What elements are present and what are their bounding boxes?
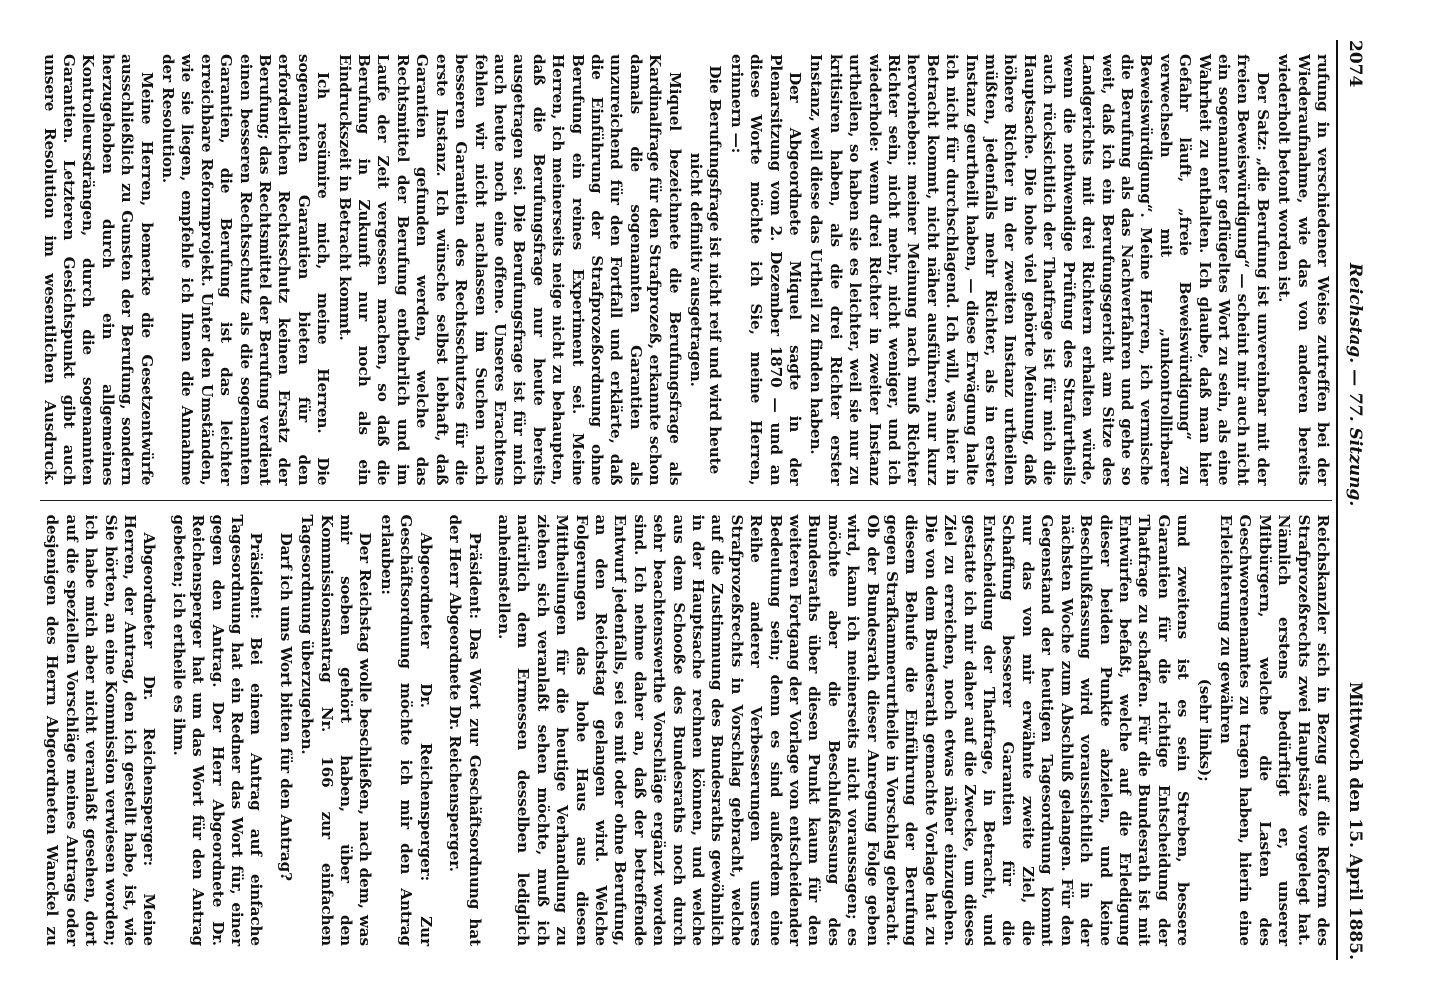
running-title: Reichstag. — 77. Sitzung. (1345, 262, 1365, 507)
paragraph: Meine Herren, bemerke die Gesetzentwürfe ausschließlich zu Gunsten der Berufung, sondern herzugehoben durch ein allgemeines Kontrolleursdrängen, durch die sogenannten Garantien. Letzteren Gesichtspunkt gibt auch unsere Resolution im wesentlichen Ausdruck. (40, 54, 156, 486)
paragraph: Der Satz: „die Berufung ist unvereinbar mit der freien Beweiswürdigung“ — scheint mir auch nicht ein sogenannter geflügeltes Wort zu sein, als eine Wahrheit zu enthalten. Ich glaube, daß man hier Gefahr läuft, „freie Beweiswürdigung“ zu verwechseln mit „unkontrollirbarer Beweiswürdigung“. Meine Herren, ich vermische die Berufung als das Nachverfahren und gehe so weit, daß ich ein Berufungsgericht am Sitze des Landgerichts mit drei Richtern erhalten würde, wenn die nothwendige Prüfung des Strafurtheils auch rücksichtlich der Thatfrage ist für mich die Hauptsache. Die hohe viel gehörte Meinung, daß höhere Richter in der zweiten Instanz urtheilen müßten, jedenfalls mehr Richter, als in erster Instanz geurtheilt haben, — diese Erwägung halte ich nicht für durchschlagend. Ich will, was hier in Betracht kommt, nicht näher ausführen; nur kurz hervorheben: meiner Meinung nach muß Richter Richter sein, nicht mehr, nicht weniger, und ich wiederhole: wenn drei Richter in zweiter Instanz urtheilen, so haben sie es leichter, weil sie nur zu kritisiren haben, als die drei Richter erster Instanz, weil diese das Urtheil zu finden haben. (807, 54, 1272, 486)
page-header (1336, 40, 1368, 960)
paragraph: rufung in verschiedener Weise zutreffen bei der Wiederaufnahme, wie das von anderen bereits wiederholt betont worden ist. (1275, 54, 1332, 486)
spacer (435, 515, 443, 947)
spacer (158, 515, 166, 947)
speaker-paragraph: Präsident: Bei einem Antrag auf einfache Tagesordnung hat ein Redner das Wort für, einer gegen den Antrag. Der Herr Abgeordnete Dr. Reichensperger hat um das Wort für den Antrag gebeten; ich ertheile es ihm. (169, 514, 266, 946)
speaker-paragraph: Abgeordneter Dr. Reichensperger: Meine Herren, der Antrag, den ich gestellt habe, ist, wie Sie hörten, an eine Kommission verwiesen worden; ich habe mich aber nicht veranlaßt gesehen, dort auf die speziellen Vorschläge meines Antrags oder desjenigen des Herrn Abgeordneten Wanckel zu beziehen, nachdem der Herr Staatssekretär (40, 514, 159, 946)
paragraph: Ich resümire mich, meine Herren. Die sogenannten Garantien bieten für den erforderlichen Rechtsschutz keinen Ersatz der Berufung; das Rechtsmittel der Berufung verdient einen besseren Rechtsschutz als die sogenannten Garantien, die Berufung ist das leichter erreichbare Reformprojekt. Unter den Umständen, wie sie liegen, empfehle ich Ihnen die Annahme der Resolution. (159, 54, 333, 486)
paragraph: Reichskanzler sich in Bezug auf die Reform des Strafprozeßrechts zwei Hauptsätze vorgelegt hat. Nämlich erstens bedürftigt er, unserer Mitbürgern, welche die Lasten des Geschworenenamtes zu tragen haben, hierin eine Erleichterung zu gewähren (1216, 514, 1332, 946)
interjection: (sehr links); (1195, 678, 1214, 782)
page-number: 2074 (1345, 40, 1365, 88)
right-column (40, 500, 1332, 961)
quotation: Die Berufungsfrage ist nicht reif und wird heute nicht definitiv ausgetragen. (687, 65, 725, 475)
paragraph: Miquel bezeichnete die Berufungsfrage als Kardinalfrage für den Strafprozeß, erkannte schon damals die sogenannten Garantien als unzureichend für den Fortfall und erklärte, daß die Einführung der Strafprozeßordnung ohne Berufung ein reines Experiment sei. Meine Herren, ich meinerseits neige nicht zu behaupten, daß die Berufungsfrage nur heute bereits ausgetragen sei. Die Berufungsfrage ist für mich auch heute noch eine offene. Unseres Erachtens fehlen wir nicht nachlassen im Suchen nach besseren Garantien des Rechtsschutzes für die erste Instanz. Ich wünsche selbst lebhaft, daß Garantien gefunden werden, welche das Rechtsmittel der Berufung entbehrlich und im Laufe der Zeit vergessen machen, so daß die Berufung in Zukunft nur noch als ein Eindruckszeit in Betracht kommt. (335, 54, 684, 486)
paragraph: und zweitens ist es sein Streben, bessere Garantien für die richtige Entscheidung der Thatfrage zu schaffen. Für die Bundesrath ist mit Entwürfen befaßt, welche auf die Erledigung dieser beiden Punkte abzielen, und keine Beschlußfassung wird voraussichtlich in der nächsten Woche zum Abschluß gelangen. Für den Gegenstand der heutigen Tagesordnung kommt nur das von mir erwähnte zweite Ziel, die Schaffung besserer Garantien für die Entscheidung der Thatfrage, in Betracht, und gestatte ich mir daher auf die Zwecke, um dieses Ziel zu erreichen, noch etwas näher einzugehen. Die von dem Bundesrath gemachte Vorlage hat zu diesem Behufe die Einführung der Berufung gegen Strafkammerurtheile in Vorschlag gebracht. Ob der Bundesrath dieser Anregung Folge geben wird, kann ich meinerseits nicht voraussagen; es möchte aber die Beschlußfassung des Bundesraths über diesen Punkt kaum für den weiteren Fortgang der Vorlage von entscheidender Bedeutung sein; denn es sind außerdem eine Reihe anderer Verbesserungen unseres Strafprozeßrechts in Vorschlag gebracht, welche auf die Zustimmung des Bundesraths gewöhnlich in der Hauptsache rechnen können, und welche aus dem Schooße des Bundesraths noch durch sehr beachtenswerthe Vorschläge ergänzt worden sind. Ich nehme daher an, daß der betreffende Entwurf jedenfalls, sei es mit oder ohne Berufung, an den Reichstag gelangen wird. Welche Folgerungen das hohe Haus aus diesen Mittheilungen für die heutige Verhandlung zu ziehen sich veranlaßt sehen möchte, muß ich natürlich dem Ermessen desselben lediglich anheimstellen. (494, 514, 1193, 946)
paragraph: Darf ich ums Wort bitten für den Antrag? (276, 532, 295, 881)
speaker-paragraph: Abgeordneter Dr. Reichensperger: Zur Geschäftsordnung möchte ich mir den Antrag erlauben: (377, 514, 435, 946)
spacer (484, 515, 492, 947)
paragraph: Der Abgeordnete Miquel sagte in der Plenarsitzung vom 2. Dezember 1870 — und an diese Worte möchte ich Sie, meine Herren, erinnern —: (727, 54, 805, 486)
session-date: Mittwoch den 15. April 1885. (1345, 681, 1365, 960)
motion-text: Der Reichstag wolle beschließen, nach dem, was mir soeben gehört haben, über den Kommissionsantrag Nr. 166 zur einfachen Tagesordnung überzugehen. (298, 514, 375, 946)
left-column (40, 40, 1332, 500)
speaker-paragraph: Präsident: Das Wort zur Geschäftsordnung hat der Herr Abgeordnete Dr. Reichensperger. (446, 514, 484, 946)
text-columns (40, 40, 1332, 960)
spacer (265, 515, 273, 947)
